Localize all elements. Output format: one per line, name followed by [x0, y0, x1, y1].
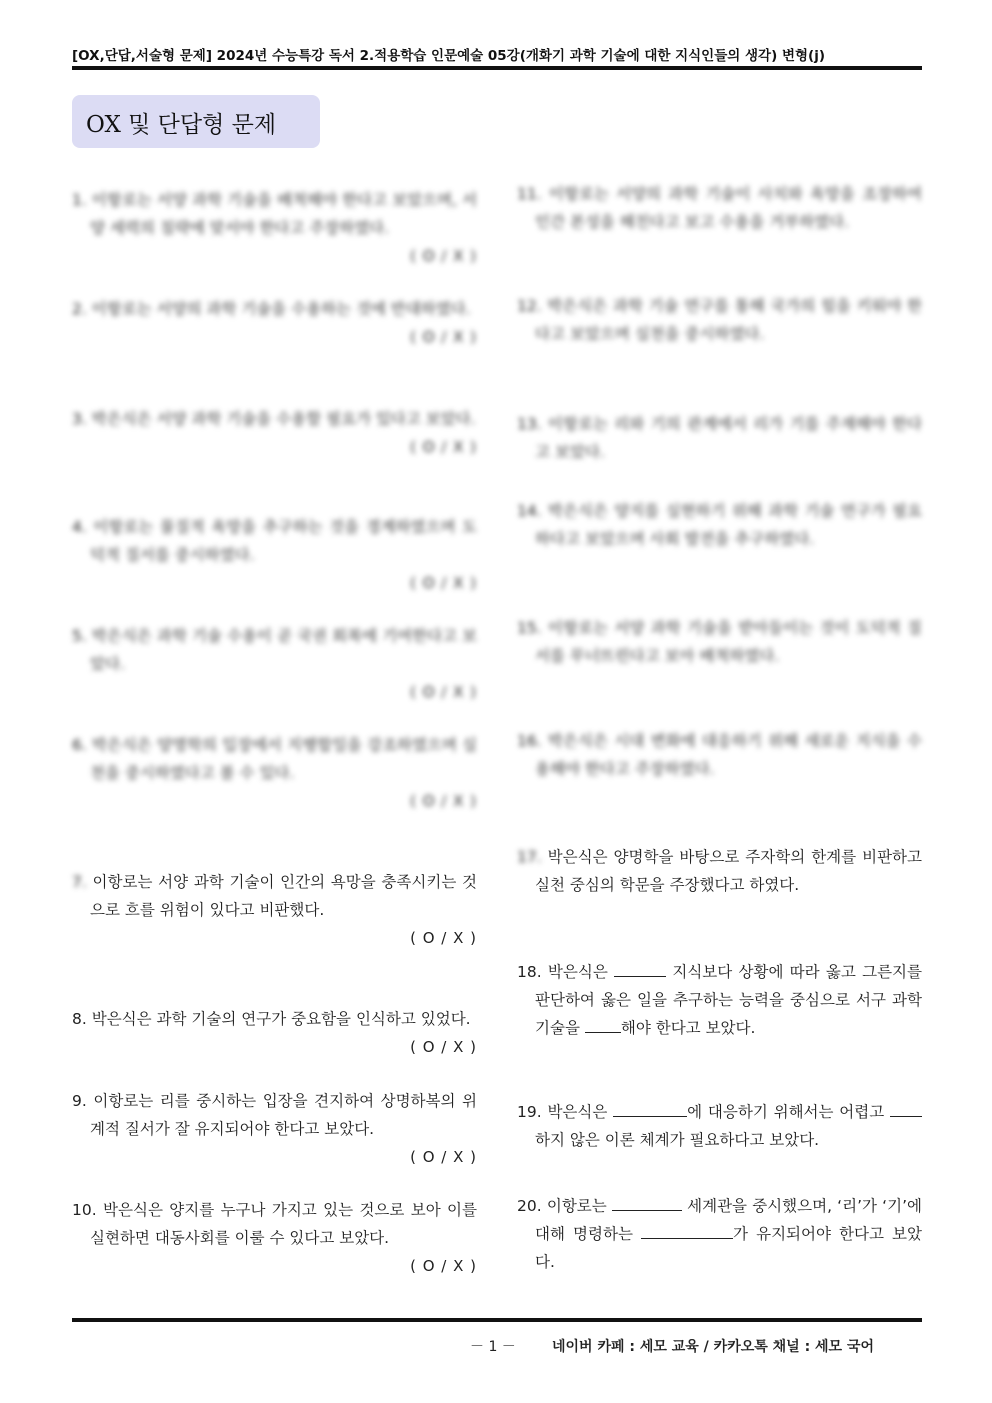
answer-blank: [890, 1102, 922, 1117]
question-17: 17. 박은식은 양명학을 바탕으로 주자학의 한계를 비판하고 실천 중심의 학문을 주장했다고 하였다.: [517, 848, 922, 894]
document-header: [OX,단답,서술형 문제] 2024년 수능특강 독서 2.적용학습 인문예술 05강(개화기 과학 기술에 대한 지식인들의 생각) 변형(j): [72, 48, 826, 64]
answer-blank: [612, 1196, 682, 1211]
header-rule: [72, 66, 922, 70]
question-1: 1. 이항로는 서양 과학 기술을 배척해야 한다고 보았으며, 서양 세력의 침략에 맞서야 한다고 주장하였다. ( O / X ): [72, 191, 478, 265]
answer-blank: [585, 1018, 621, 1033]
footer-rule: [72, 1318, 922, 1322]
question-10: 10. 박은식은 양지를 누구나 가지고 있는 것으로 보아 이를 실현하면 대동사회를 이룰 수 있다고 보았다. ( O / X ): [72, 1201, 477, 1275]
question-8: 8. 박은식은 과학 기술의 연구가 중요함을 인식하고 있었다. ( O / X ): [72, 1010, 477, 1056]
question-15: 15. 이항로는 서양 과학 기술을 받아들이는 것이 도덕적 질서를 무너뜨린다고 보아 배척하였다.: [517, 619, 922, 665]
question-2: 2. 이항로는 서양의 과학 기술을 수용하는 것에 반대하였다. ( O / X ): [72, 300, 477, 346]
question-14: 14. 박은식은 양지를 실현하기 위해 과학 기술 연구가 필요하다고 보았으며 사회 발전을 추구하였다.: [517, 502, 922, 548]
question-3: 3. 박은식은 서양 과학 기술을 수용할 필요가 있다고 보았다. ( O / X ): [72, 410, 477, 456]
question-6: 6. 박은식은 양명학의 입장에서 지행합일을 강조하였으며 실천을 중시하였다고 볼 수 있다. ( O / X ): [72, 736, 477, 810]
section-title: OX 및 단답형 문제: [86, 112, 277, 138]
question-13: 13. 이항로는 리와 기의 관계에서 리가 기를 주재해야 한다고 보았다.: [517, 415, 922, 461]
answer-blank: [613, 1102, 687, 1117]
answer-blank: [614, 962, 666, 977]
question-9: 9. 이항로는 리를 중시하는 입장을 견지하여 상명하복의 위계적 질서가 잘 유지되어야 한다고 보았다. ( O / X ): [72, 1092, 477, 1166]
question-12: 12. 박은식은 과학 기술 연구를 통해 국가의 힘을 키워야 한다고 보았으며 실천을 중시하였다.: [517, 297, 922, 343]
question-18: 18. 박은식은 지식보다 상황에 따라 옳고 그른지를 판단하여 옳은 일을 추구하는 능력을 중심으로 서구 과학 기술을 해야 한다고 보았다.: [517, 963, 922, 1037]
question-19: 19. 박은식은 에 대응하기 위해서는 어렵고 하지 않은 이론 체계가 필요하다고 보았다.: [517, 1098, 922, 1154]
question-16: 16. 박은식은 시대 변화에 대응하기 위해 새로운 지식을 수용해야 한다고 주장하였다.: [517, 732, 922, 778]
question-5: 5. 박은식은 과학 기술 수용이 곧 국권 회복에 기여한다고 보았다. ( O / X ): [72, 627, 477, 701]
question-4: 4. 이항로는 물질적 욕망을 추구하는 것을 경계하였으며 도덕적 질서를 중시하였다. ( O / X ): [72, 518, 477, 592]
answer-blank: [641, 1224, 733, 1239]
question-11: 11. 이항로는 서양의 과학 기술이 사치와 욕망을 조장하여 인간 본성을 해친다고 보고 수용을 거부하였다.: [517, 185, 922, 231]
question-7: 7. 이항로는 서양 과학 기술이 인간의 욕망을 충족시키는 것으로 흐를 위험이 있다고 비판했다. ( O / X ): [72, 873, 477, 947]
question-20: 20. 이항로는 세계관을 중시했으며, ‘리’가 ‘기’에 대해 명령하는 가 유지되어야 한다고 보았다.: [517, 1197, 922, 1271]
page-number: － 1 －: [470, 1339, 516, 1355]
footer-channel: 네이버 카페 : 세모 교육 / 카카오톡 채널 : 세모 국어: [552, 1339, 875, 1355]
